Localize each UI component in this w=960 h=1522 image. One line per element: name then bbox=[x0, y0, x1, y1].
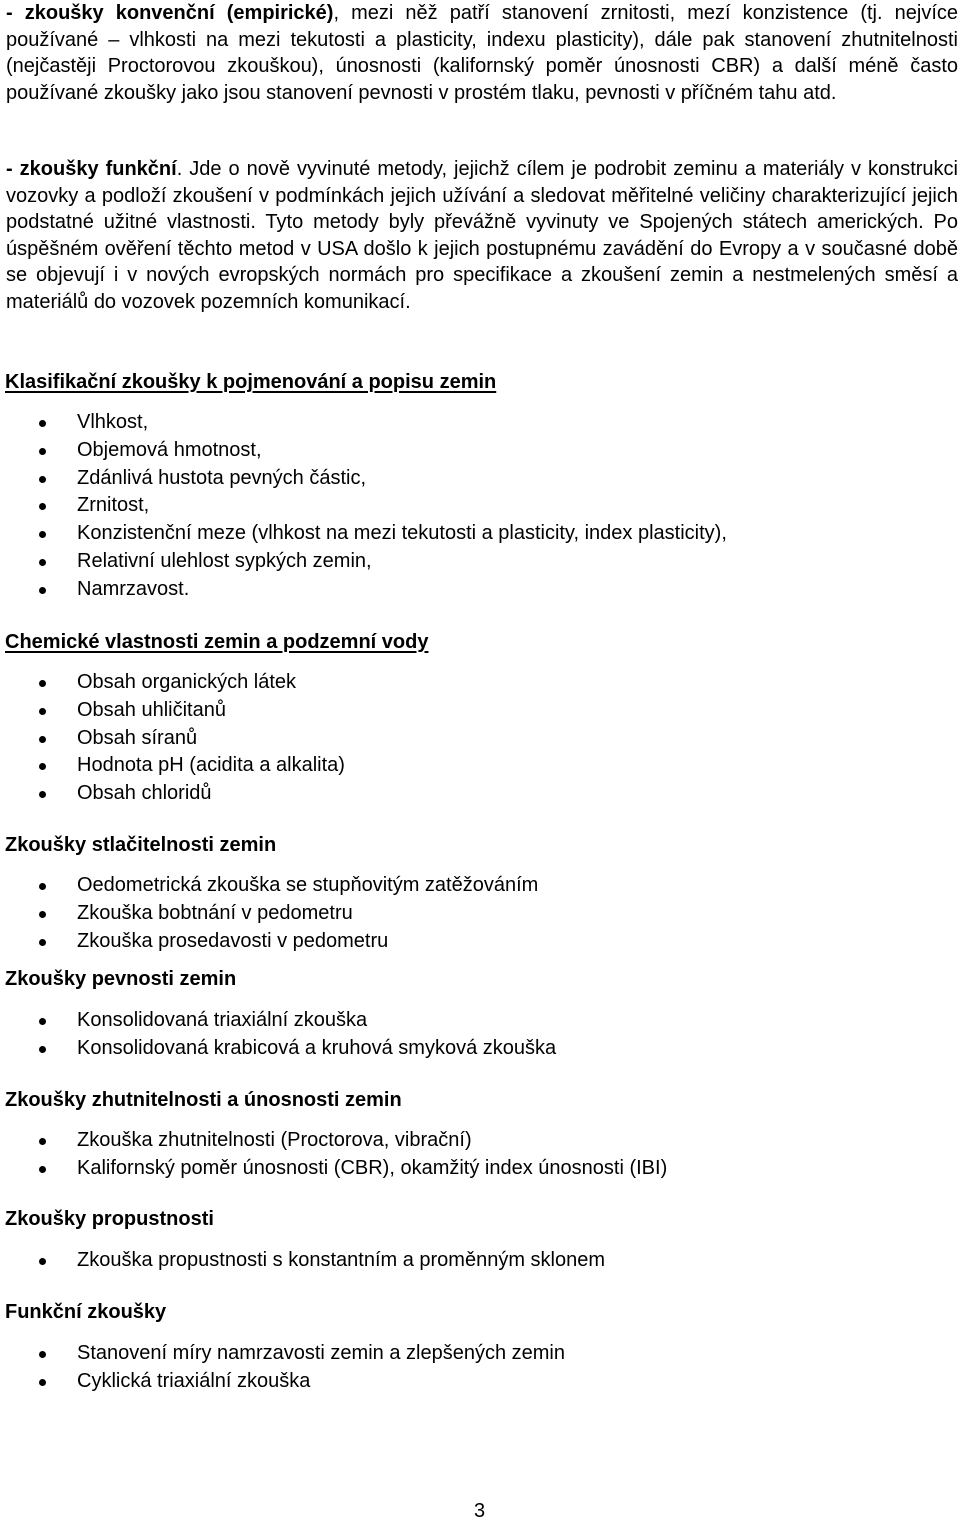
list-item-text: Cyklická triaxiální zkouška bbox=[77, 1369, 311, 1392]
bullet-icon bbox=[39, 1379, 46, 1386]
list-item-text: Obsah uhličitanů bbox=[77, 698, 226, 721]
list-item bbox=[0, 1247, 605, 1275]
list-item-text: Hodnota pH (acidita a alkalita) bbox=[77, 754, 345, 777]
section-heading-compressibility: Zkoušky stlačitelnosti zemin bbox=[5, 834, 277, 856]
list-item bbox=[0, 725, 345, 753]
section-heading-functional: Funkční zkoušky bbox=[5, 1301, 167, 1323]
list-strength bbox=[0, 1007, 556, 1063]
list-item-text: Konsolidovaná triaxiální zkouška bbox=[77, 1009, 368, 1031]
bullet-icon bbox=[39, 559, 46, 566]
bullet-icon bbox=[39, 791, 46, 798]
list-item bbox=[0, 1155, 667, 1183]
paragraph-text: . Jde o nově vyvinuté metody, jejichž cílem je podrobit zeminu a materiály v konstrukci vozovky a podloží zkoušení v podmínkách jejich užívání a sledovat měřitelné veličiny charakterizující jejich podstatné užitné vlastnosti. Tyto metody byly převážně vyvinuty ve Spojených státech amerických. Po úspěšném ověření těchto metod v USA došlo k jejich postupnému zavádění do Evropy a v současné době se objevují i v nových evropských normách pro specifikace a zkoušení zemin a nestmelených směsí a materiálů do vozovek pozemních komunikací. bbox=[6, 158, 958, 313]
list-functional bbox=[0, 1340, 565, 1396]
list-item-text: Obsah organických látek bbox=[77, 671, 297, 693]
list-item-text: Stanovení míry namrzavosti zemin a zlepšených zemin bbox=[77, 1342, 565, 1364]
bullet-icon bbox=[39, 911, 46, 918]
bullet-icon bbox=[39, 531, 46, 538]
list-item-text: Zkouška zhutnitelnosti (Proctorova, vibrační) bbox=[77, 1129, 472, 1151]
list-item-text: Konzistenční meze (vlhkost na mezi tekutosti a plasticity, index plasticity), bbox=[77, 522, 727, 545]
list-item bbox=[0, 1127, 667, 1155]
list-item bbox=[0, 1035, 556, 1063]
paragraph-text: , mezi něž patří stanovení zrnitosti, mezí konzistence (tj. nejvíce používané – vlhkosti na mezi tekutosti a plasticity, indexu plasticity), dále pak stanovení zhutnitelnosti (nejčastěji Proctorovou zkouškou), únosnosti (kalifornský poměr únosnosti CBR) a další méně často používané zkoušky jako jsou stanovení pevnosti v prostém tlaku, pevnosti v příčném tahu atd. bbox=[6, 2, 958, 104]
bullet-icon bbox=[39, 1138, 46, 1145]
list-item-text: Obsah síranů bbox=[77, 726, 198, 749]
list-item bbox=[0, 872, 538, 900]
section-heading-classification: Klasifikační zkoušky k pojmenování a popisu zemin bbox=[5, 371, 497, 393]
section-heading-permeability: Zkoušky propustnosti bbox=[5, 1208, 214, 1230]
list-item bbox=[0, 928, 538, 956]
bullet-icon bbox=[39, 420, 46, 427]
list-item-text: Oedometrická zkouška se stupňovitým zatěžováním bbox=[77, 874, 539, 896]
bullet-icon bbox=[39, 587, 46, 594]
bullet-icon bbox=[39, 680, 46, 687]
list-item bbox=[0, 548, 727, 576]
list-item bbox=[0, 492, 727, 520]
bullet-icon bbox=[39, 736, 46, 743]
list-item-text: Zkouška prosedavosti v pedometru bbox=[77, 929, 389, 952]
bullet-icon bbox=[39, 1351, 46, 1358]
paragraph-conventional-tests bbox=[6, 0, 958, 106]
list-item-text: Vlhkost, bbox=[77, 411, 149, 433]
list-item-text: Objemová hmotnost, bbox=[77, 438, 262, 461]
list-item-text: Obsah chloridů bbox=[77, 782, 212, 805]
list-item-text: Zkouška bobtnání v pedometru bbox=[77, 901, 353, 924]
list-item bbox=[0, 900, 538, 928]
bullet-icon bbox=[39, 708, 46, 715]
list-item-text: Zdánlivá hustota pevných částic, bbox=[77, 466, 367, 489]
list-item bbox=[0, 576, 727, 604]
list-item-text: Zkouška propustnosti s konstantním a proměnným sklonem bbox=[77, 1249, 606, 1271]
list-item-text: Namrzavost. bbox=[77, 577, 190, 600]
list-item bbox=[0, 1340, 565, 1368]
list-item-text: Relativní ulehlost sypkých zemin, bbox=[77, 549, 372, 572]
list-item bbox=[0, 669, 345, 697]
list-item bbox=[0, 752, 345, 780]
list-item bbox=[0, 437, 727, 465]
bullet-icon bbox=[39, 448, 46, 455]
section-heading-strength: Zkoušky pevnosti zemin bbox=[5, 968, 237, 990]
bullet-icon bbox=[39, 939, 46, 946]
list-item bbox=[0, 465, 727, 493]
bullet-icon bbox=[39, 763, 46, 770]
page-number: 3 bbox=[474, 1500, 486, 1522]
bullet-icon bbox=[39, 476, 46, 483]
list-item bbox=[0, 1007, 556, 1035]
list-item bbox=[0, 1368, 565, 1396]
list-classification bbox=[0, 409, 727, 604]
list-item bbox=[0, 780, 345, 808]
list-chemical bbox=[0, 669, 345, 808]
paragraph-functional-tests bbox=[6, 156, 958, 315]
bullet-icon bbox=[39, 1046, 46, 1053]
list-compressibility bbox=[0, 872, 538, 955]
list-compaction bbox=[0, 1127, 667, 1183]
list-item-text: Zrnitost, bbox=[77, 494, 150, 517]
bullet-icon bbox=[39, 503, 46, 510]
section-heading-chemical: Chemické vlastnosti zemin a podzemní vody bbox=[5, 631, 429, 653]
list-item-text: Konsolidovaná krabicová a kruhová smyková zkouška bbox=[77, 1036, 557, 1059]
section-heading-compaction: Zkoušky zhutnitelnosti a únosnosti zemin bbox=[5, 1089, 402, 1111]
bullet-icon bbox=[39, 1166, 46, 1173]
list-permeability bbox=[0, 1247, 605, 1275]
bullet-icon bbox=[39, 1258, 46, 1265]
list-item-text: Kalifornský poměr únosnosti (CBR), okamžitý index únosnosti (IBI) bbox=[77, 1156, 668, 1179]
list-item bbox=[0, 409, 727, 437]
bullet-icon bbox=[39, 883, 46, 890]
list-item bbox=[0, 520, 727, 548]
bullet-icon bbox=[39, 1018, 46, 1025]
list-item bbox=[0, 697, 345, 725]
paragraph-lead: - zkoušky funkční bbox=[6, 158, 177, 180]
paragraph-lead: - zkoušky konvenční (empirické) bbox=[6, 2, 334, 24]
